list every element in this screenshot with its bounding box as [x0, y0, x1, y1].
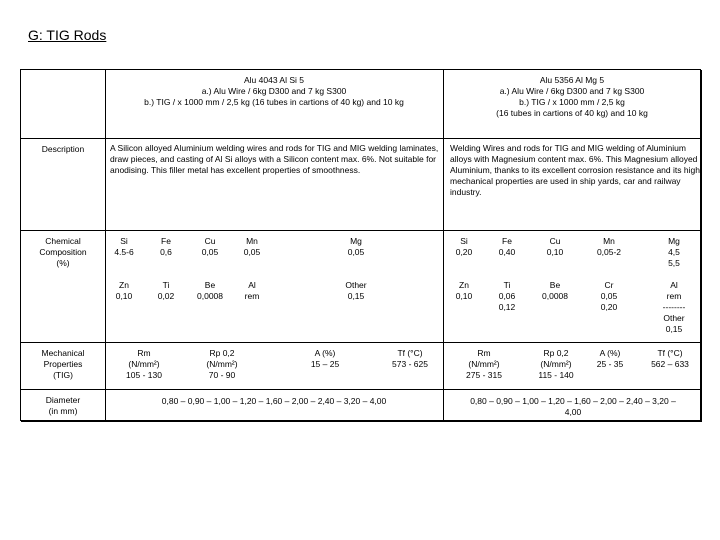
alloy1-chem-ti-label: Ti [162, 280, 170, 290]
alloy1-chem-mn-value: 0,05 [243, 247, 261, 257]
alloy1-chem-cu-value: 0,05 [201, 247, 219, 257]
row-label-description: Description [41, 144, 85, 154]
alloy1-chem-si-label: Si [120, 236, 128, 246]
row-label-chemical-composition: Chemical Composition (%) [39, 236, 87, 268]
alloy2-chem-al-value: rem -------- Other 0,15 [662, 291, 686, 334]
alloy2-chem-cr-value: 0,05 0,20 [600, 291, 618, 312]
alloy1-chem-be-label: Be [204, 280, 216, 290]
alloy2-chem-be-value: 0,0008 [542, 291, 568, 301]
alloy1-chem-ti-value: 0,02 [157, 291, 175, 301]
alloy2-chem-ti-label: Ti [503, 280, 511, 290]
alloy1-diameters: 0,80 – 0,90 – 1,00 – 1,20 – 1,60 – 2,00 – 2,40 – 3,20 – 4,00 [161, 396, 387, 406]
row-divider [20, 230, 701, 231]
row-divider [20, 389, 701, 390]
row-label-diameter: Diameter (in mm) [45, 395, 81, 416]
alloy2-chem-si-value: 0,20 [455, 247, 473, 257]
page-heading: G: TIG Rods [28, 27, 107, 43]
alloy2-chem-cu-label: Cu [549, 236, 561, 246]
alloy2-chem-zn-label: Zn [459, 280, 469, 290]
alloy2-chem-mn-label: Mn [603, 236, 615, 246]
alloy1-chem-fe-label: Fe [161, 236, 171, 246]
alloy1-mech-rp-label: Rp 0,2 (N/mm²) [206, 348, 238, 369]
alloy2-chem-zn-value: 0,10 [455, 291, 473, 301]
alloy1-chem-mg-value: 0,05 [347, 247, 365, 257]
row-divider [20, 342, 701, 343]
alloy1-description: A Silicon alloyed Aluminium welding wires and rods for TIG and MIG welding laminates, draw pieces, and casting of Al Si alloys with a Silicon content max. 6%. Not suitable for anodising. This filler metal has excellent properties of smoothness. [110, 143, 439, 175]
alloy2-diameters: 0,80 – 0,90 – 1,00 – 1,20 – 1,60 – 2,00 – 2,40 – 3,20 – 4,00 [470, 396, 676, 417]
alloy1-chem-zn-value: 0,10 [115, 291, 133, 301]
alloy1-chem-fe-value: 0,6 [160, 247, 172, 257]
alloy2-mech-a-value: 25 - 35 [596, 359, 624, 369]
alloy2-chem-mg-label: Mg [668, 236, 680, 246]
alloy1-chem-si-value: 4.5-6 [114, 247, 134, 257]
alloy2-chem-si-label: Si [460, 236, 468, 246]
alloy1-chem-other-value: 0,15 [347, 291, 365, 301]
alloy1-chem-al-label: Al [248, 280, 256, 290]
row-divider [20, 138, 701, 139]
alloy1-mech-tf-label: Tf (°C) [397, 348, 423, 358]
column-divider [443, 69, 444, 421]
alloy1-chem-mg-label: Mg [350, 236, 362, 246]
alloy2-mech-rp-value: 115 - 140 [538, 370, 574, 380]
alloy1-chem-al-value: rem [244, 291, 260, 301]
alloy2-chem-cr-label: Cr [604, 280, 614, 290]
alloy1-mech-tf-value: 573 - 625 [392, 359, 428, 369]
alloy1-mech-a-label: A (%) [314, 348, 336, 358]
alloy2-mech-rm-value: 275 - 315 [466, 370, 502, 380]
alloy1-mech-rp-value: 70 - 90 [208, 370, 236, 380]
alloy1-chem-be-value: 0,0008 [197, 291, 223, 301]
alloy2-mech-tf-value: 562 – 633 [651, 359, 689, 369]
alloy2-mech-tf-label: Tf (°C) [657, 348, 683, 358]
alloy1-chem-zn-label: Zn [119, 280, 129, 290]
alloy1-mech-rm-value: 105 - 130 [126, 370, 162, 380]
alloy2-mech-rm-label: Rm (N/mm²) [468, 348, 500, 369]
alloy1-mech-rm-label: Rm (N/mm²) [128, 348, 160, 369]
alloy2-chem-cu-value: 0,10 [546, 247, 564, 257]
alloy1-chem-mn-label: Mn [246, 236, 258, 246]
alloy2-chem-fe-value: 0,40 [498, 247, 516, 257]
alloy2-chem-ti-value: 0,06 0,12 [498, 291, 516, 312]
row-label-mechanical-properties: Mechanical Properties (TIG) [41, 348, 85, 380]
alloy1-chem-cu-label: Cu [204, 236, 216, 246]
alloy1-mech-a-value: 15 – 25 [310, 359, 340, 369]
alloy1-chem-other-label: Other [345, 280, 367, 290]
alloy2-chem-mg-value: 4,5 5,5 [668, 247, 680, 268]
alloy2-description: Welding Wires and rods for TIG and MIG welding of Aluminium alloys with Magnesium content max. 6%. This Magnesium alloyed Aluminium, thanks to its excellent corrosion resistance and its high mechanical properties are used in ship yards, car and railway industry. [450, 143, 700, 197]
alloy1-header: Alu 4043 Al Si 5 a.) Alu Wire / 6kg D300 and 7 kg S300 b.) TIG / x 1000 mm / 2,5 kg (16 tubes in cartions of 40 kg) and 10 kg [144, 75, 404, 107]
alloy2-chem-mn-value: 0,05-2 [596, 247, 622, 257]
alloy2-chem-fe-label: Fe [502, 236, 512, 246]
alloy2-mech-rp-label: Rp 0,2 (N/mm²) [540, 348, 572, 369]
alloy2-mech-a-label: A (%) [599, 348, 621, 358]
alloy2-chem-be-label: Be [549, 280, 561, 290]
alloy2-chem-al-label: Al [670, 280, 678, 290]
alloy2-header: Alu 5356 Al Mg 5 a.) Alu Wire / 6kg D300 and 7 kg S300 b.) TIG / x 1000 mm / 2,5 kg (16 tubes in cartions of 40 kg) and 10 kg [496, 75, 648, 118]
